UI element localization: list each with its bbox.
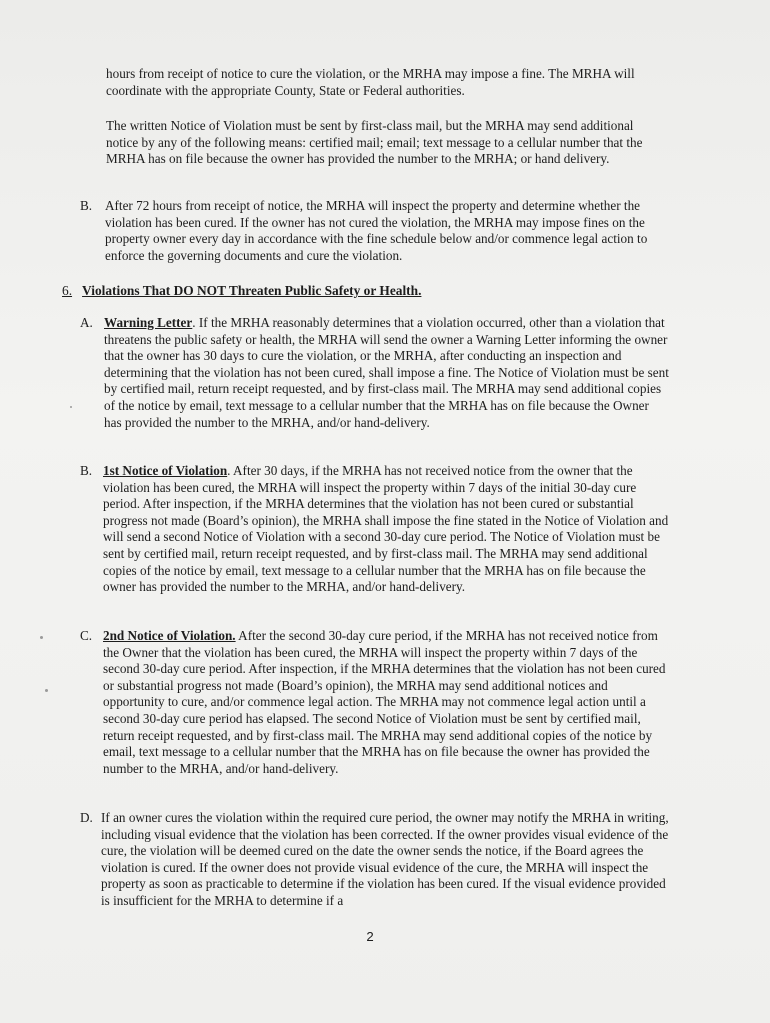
item-b-prev-marker: B.: [80, 198, 93, 213]
page-number: 2: [366, 929, 374, 944]
item-b-lead: 1st Notice of Violation: [103, 463, 228, 478]
item-c-paragraph: [103, 628, 671, 777]
item-c-lead: 2nd Notice of Violation.: [103, 628, 236, 643]
section-6-number: 6.: [62, 283, 73, 298]
paper-speck: [40, 636, 43, 639]
item-b-text: . After 30 days, if the MRHA has not received notice from the owner that the violation has been cured, the MRHA will inspect the property within 7 days of the initial 30-day cure period. After inspection, if the MRHA determines that the violation has not been cured or substantial progress not made (Board’s opinion), the MRHA shall impose the fine stated in the Notice of Violation and will send a second Notice of Violation with a second 30-day cure period. The Notice of Violation must be sent by certified mail, return receipt requested, and by first-class mail. The MRHA may send additional copies of the notice by email, text message to a cellular number that the MRHA has on file because the owner has provided the number to the MRHA, and/or hand-delivery.: [103, 463, 669, 595]
item-a-paragraph: [104, 315, 669, 431]
item-d-marker: D.: [80, 810, 93, 825]
item-c-marker: C.: [80, 628, 93, 643]
section-6-heading: [62, 283, 421, 300]
item-c-text: After the second 30-day cure period, if the MRHA has not received notice from the Owner that the violation has been cured, the MRHA will inspect the property within 7 days of the second 30-day cure period. After inspection, if the MRHA determines that the violation has not been cured or substantial progress not made (Board’s opinion), the MRHA may send additional notices and opportunity to cure, and/or commence legal action. The MRHA may not commence legal action until a second 30-day cure period has elapsed. The second Notice of Violation must be sent by certified mail, return receipt requested, and by first-class mail. The MRHA may send additional copies of the notice by email, text message to a cellular number that the MRHA has on file because the owner has provided the number to the MRHA, and/or hand-delivery.: [103, 628, 666, 776]
item-a-marker: A.: [80, 315, 93, 330]
item-a-lead: Warning Letter: [104, 315, 193, 330]
item-b-marker: B.: [80, 463, 93, 478]
section-6-title: Violations That DO NOT Threaten Public Safety or Health.: [82, 283, 422, 298]
written-notice-paragraph: The written Notice of Violation must be sent by first-class mail, but the MRHA may send additional notice by any of the following means: certified mail; email; text message to a cellular number that the MRHA has on file because the owner has provided the number to the MRHA; or hand delivery.: [106, 118, 643, 167]
paper-speck: [70, 406, 72, 408]
item-d-paragraph: If an owner cures the violation within the required cure period, the owner may notify the MRHA in writing, including visual evidence that the violation has been corrected. If the owner provides visual evidence of the cure, the violation will be deemed cured on the date the owner sends the notice, if the Board agrees the violation is cured. If the owner does not provide visual evidence of the cure, the MRHA will inspect the property as soon as practicable to determine if the violation has been cured. If the visual evidence provided is insufficient for the MRHA to determine if a: [101, 810, 669, 908]
item-b-prev-paragraph: After 72 hours from receipt of notice, the MRHA will inspect the property and determine whether the violation has been cured. If the owner has not cured the violation, the MRHA may impose fines on the property owner every day in accordance with the fine schedule below and/or commence legal action to enforce the governing documents and cure the violation.: [105, 198, 648, 263]
item-a-text: . If the MRHA reasonably determines that a violation occurred, other than a violation that threatens the public safety or health, the MRHA will send the owner a Warning Letter informing the owner that the owner has 30 days to cure the violation, or the MRHA, after conducting an inspection and determining that the violation has not been cured, shall impose a fine. The Notice of Violation must be sent by certified mail, return receipt requested, and by first-class mail. The MRHA may send additional copies of the notice by email, text message to a cellular number that the MRHA has on file because the Owner has provided the number to the MRHA, and/or hand-delivery.: [104, 315, 669, 430]
paper-speck: [45, 689, 48, 692]
continuation-paragraph: hours from receipt of notice to cure the violation, or the MRHA may impose a fine. The MRHA will coordinate with the appropriate County, State or Federal authorities.: [106, 66, 635, 98]
item-b-paragraph: [103, 463, 671, 596]
